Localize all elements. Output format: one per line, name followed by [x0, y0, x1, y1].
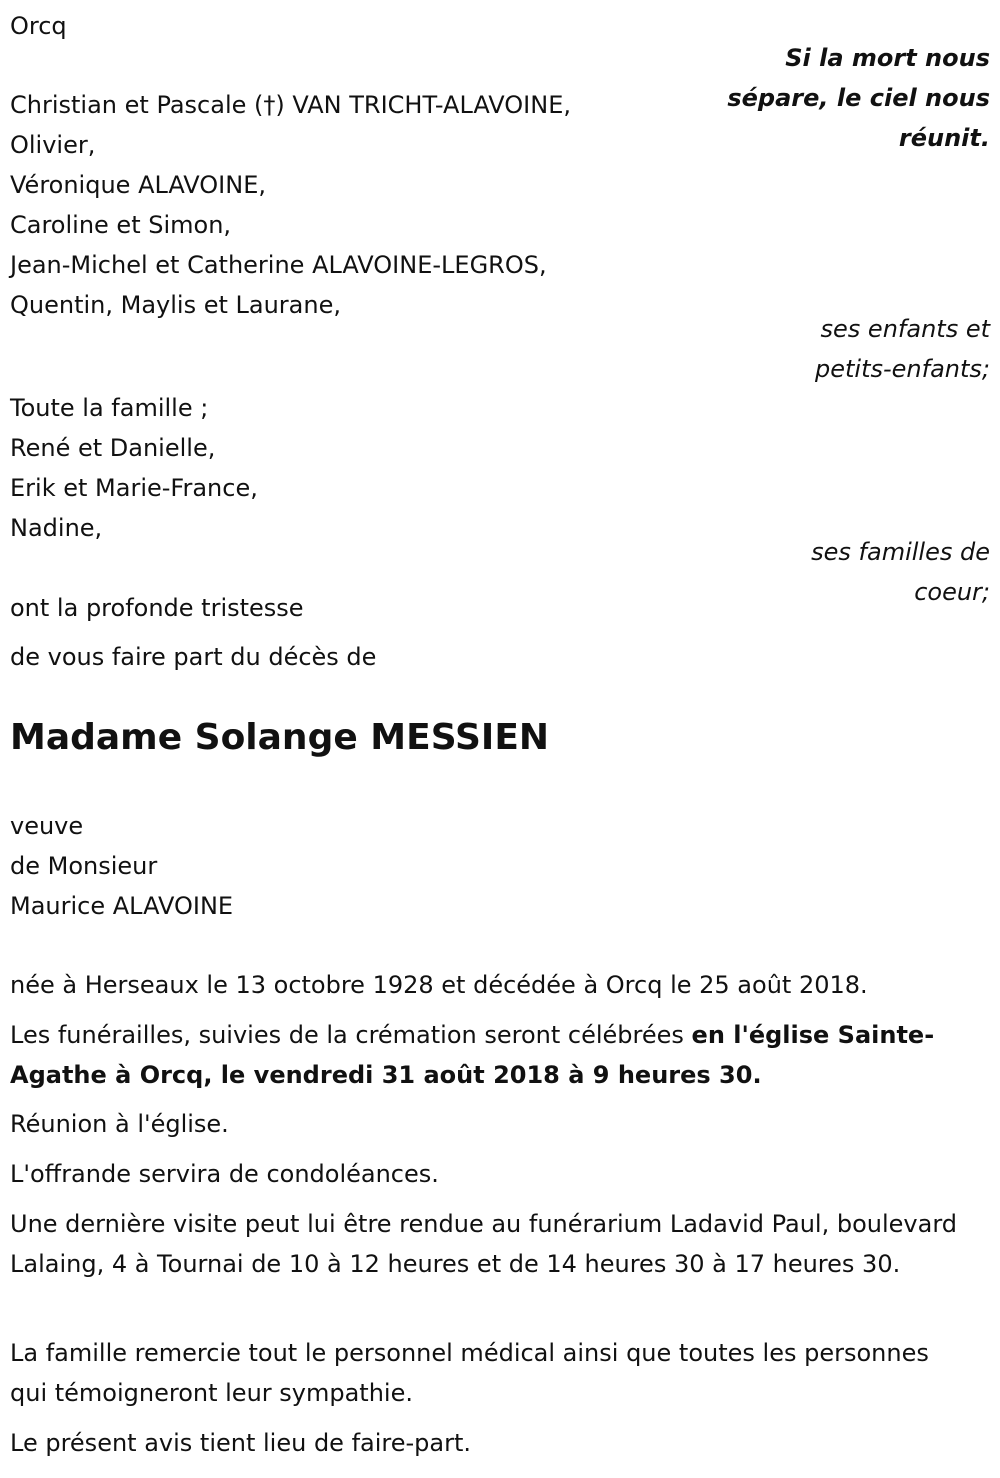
visit-text: Une dernière visite peut lui être rendue au funérarium Ladavid Paul, boulevard Lalaing, 4 à Tournai de 10 à 12 heures et de 14 heures 30 à 17 heures 30. — [10, 1210, 957, 1278]
funeral-intro: Les funérailles, suivies de la crémation seront célébrées — [10, 1021, 692, 1049]
family-line: Toute la famille ; — [10, 394, 209, 422]
widow-line: de Monsieur — [10, 852, 158, 880]
birth-death-text: née à Herseaux le 13 octobre 1928 et décédée à Orcq le 25 août 2018. — [10, 971, 868, 999]
role-line: petits-enfants; — [815, 355, 990, 383]
children-role — [815, 309, 990, 389]
quote-block — [727, 38, 990, 158]
extended-family-role — [811, 532, 990, 612]
family-line: René et Danielle, — [10, 434, 216, 462]
quote-line: réunit. — [898, 124, 990, 152]
thanks-text: La famille remercie tout le personnel médical ainsi que toutes les personnes qui témoigneront leur sympathie. — [10, 1339, 929, 1407]
announcement-line-1: ont la profonde tristesse — [10, 594, 304, 622]
funeral-location-date: en l'église Sainte-Agathe à Orcq, le vendredi 31 août 2018 à 9 heures 30. — [10, 1021, 935, 1089]
deceased-name: Madame Solange MESSIEN — [10, 717, 550, 758]
family-line: Christian et Pascale (†) VAN TRICHT-ALAVOINE, — [10, 91, 571, 119]
family-line: Caroline et Simon, — [10, 211, 232, 239]
family-line: Nadine, — [10, 514, 103, 542]
role-line: coeur; — [914, 578, 990, 606]
family-line: Véronique ALAVOINE, — [10, 171, 266, 199]
reunion-text: Réunion à l'église. — [10, 1110, 229, 1138]
place-heading: Orcq — [10, 12, 67, 40]
widow-line: veuve — [10, 812, 84, 840]
role-line: ses enfants et — [820, 315, 990, 343]
family-line: Olivier, — [10, 131, 96, 159]
funeral-paragraph — [10, 1015, 970, 1095]
family-line: Jean-Michel et Catherine ALAVOINE-LEGROS, — [10, 251, 547, 279]
quote-line: Si la mort nous — [785, 44, 990, 72]
quote-line: sépare, le ciel nous — [727, 84, 990, 112]
children-list — [10, 85, 571, 325]
extended-family-list — [10, 388, 258, 548]
offering-text: L'offrande servira de condoléances. — [10, 1160, 439, 1188]
family-line: Erik et Marie-France, — [10, 474, 258, 502]
family-line: Quentin, Maylis et Laurane, — [10, 291, 341, 319]
widow-block — [10, 806, 233, 926]
role-line: ses familles de — [811, 538, 990, 566]
widow-line: Maurice ALAVOINE — [10, 892, 234, 920]
announcement-line-2: de vous faire part du décès de — [10, 643, 377, 671]
notice-text: Le présent avis tient lieu de faire-part. — [10, 1429, 472, 1457]
